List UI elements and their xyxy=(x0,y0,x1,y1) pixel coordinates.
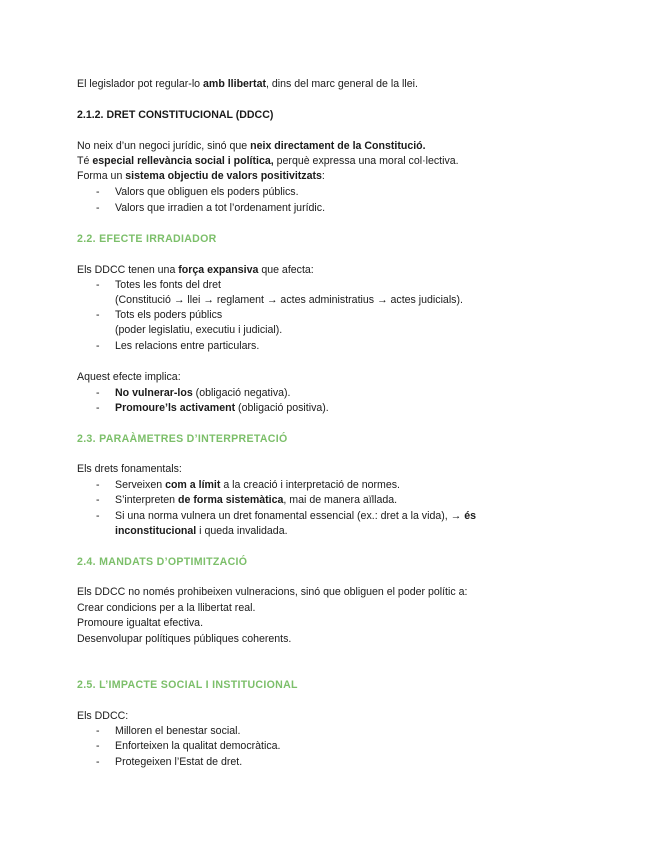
paragraph: Forma un sistema objectiu de valors positivitzats: xyxy=(77,170,325,182)
list-item-sub: (poder legislatiu, executiu i judicial). xyxy=(115,324,283,336)
list-item: Promoure’ls activament (obligació positiva). xyxy=(115,402,329,414)
paragraph: No neix d’un negoci jurídic, sinó que neix directament de la Constitució. xyxy=(77,140,426,152)
paragraph: Crear condicions per a la llibertat real. xyxy=(77,602,256,614)
intro-line xyxy=(77,77,418,91)
paragraph: Els DDCC: xyxy=(77,710,129,722)
heading-2-3: 2.3. PARAÀMETRES D’INTERPRETACIÓ xyxy=(77,433,288,445)
paragraph: Desenvolupar polítiques públiques coherents. xyxy=(77,633,292,645)
list-item: Milloren el benestar social. xyxy=(115,725,241,737)
heading-2-1-2: 2.1.2. DRET CONSTITUCIONAL (DDCC) xyxy=(77,109,274,121)
list-item-sub: (Constitució → llei → reglament → actes administratius → actes judicials). xyxy=(115,294,463,306)
list-item: Enforteixen la qualitat democràtica. xyxy=(115,740,281,752)
heading-2-2: 2.2. EFECTE IRRADIADOR xyxy=(77,233,217,245)
paragraph: Aquest efecte implica: xyxy=(77,371,181,383)
list-item: Serveixen com a límit a la creació i interpretació de normes. xyxy=(115,479,400,491)
list-dash: - xyxy=(96,202,100,214)
list-dash: - xyxy=(96,756,100,768)
text: , dins del marc general de la llei. xyxy=(266,78,418,90)
list-dash: - xyxy=(96,279,100,291)
list-item: Protegeixen l’Estat de dret. xyxy=(115,756,243,768)
list-item: S’interpreten de forma sistemàtica, mai de manera aïllada. xyxy=(115,494,398,506)
list-item: Si una norma vulnera un dret fonamental essencial (ex.: dret a la vida), → és xyxy=(115,510,476,522)
list-dash: - xyxy=(96,510,100,522)
heading-2-4: 2.4. MANDATS D’OPTIMITZACIÓ xyxy=(77,556,248,568)
list-dash: - xyxy=(96,479,100,491)
list-item-continued: inconstitucional i queda invalidada. xyxy=(115,525,288,537)
list-dash: - xyxy=(96,387,100,399)
heading-2-5: 2.5. L’IMPACTE SOCIAL I INSTITUCIONAL xyxy=(77,679,298,691)
list-dash: - xyxy=(96,309,100,321)
list-dash: - xyxy=(96,740,100,752)
list-dash: - xyxy=(96,340,100,352)
paragraph: Els drets fonamentals: xyxy=(77,463,182,475)
paragraph: Promoure igualtat efectiva. xyxy=(77,617,204,629)
list-item: Les relacions entre particulars. xyxy=(115,340,260,352)
list-item: Valors que irradien a tot l’ordenament jurídic. xyxy=(115,202,326,214)
list-dash: - xyxy=(96,725,100,737)
list-item: No vulnerar-los (obligació negativa). xyxy=(115,387,291,399)
list-dash: - xyxy=(96,186,100,198)
list-item: Tots els poders públics xyxy=(115,309,223,321)
paragraph: Els DDCC no només prohibeixen vulneracions, sinó que obliguen el poder polític a: xyxy=(77,586,468,598)
list-dash: - xyxy=(96,494,100,506)
list-item: Valors que obliguen els poders públics. xyxy=(115,186,299,198)
paragraph: Els DDCC tenen una força expansiva que afecta: xyxy=(77,264,314,276)
bold-text: amb llibertat xyxy=(203,78,267,90)
list-dash: - xyxy=(96,402,100,414)
text: El legislador pot regular-lo xyxy=(77,78,204,90)
paragraph: Té especial rellevància social i política, perquè expressa una moral col·lectiva. xyxy=(77,155,459,167)
list-item: Totes les fonts del dret xyxy=(115,279,221,291)
